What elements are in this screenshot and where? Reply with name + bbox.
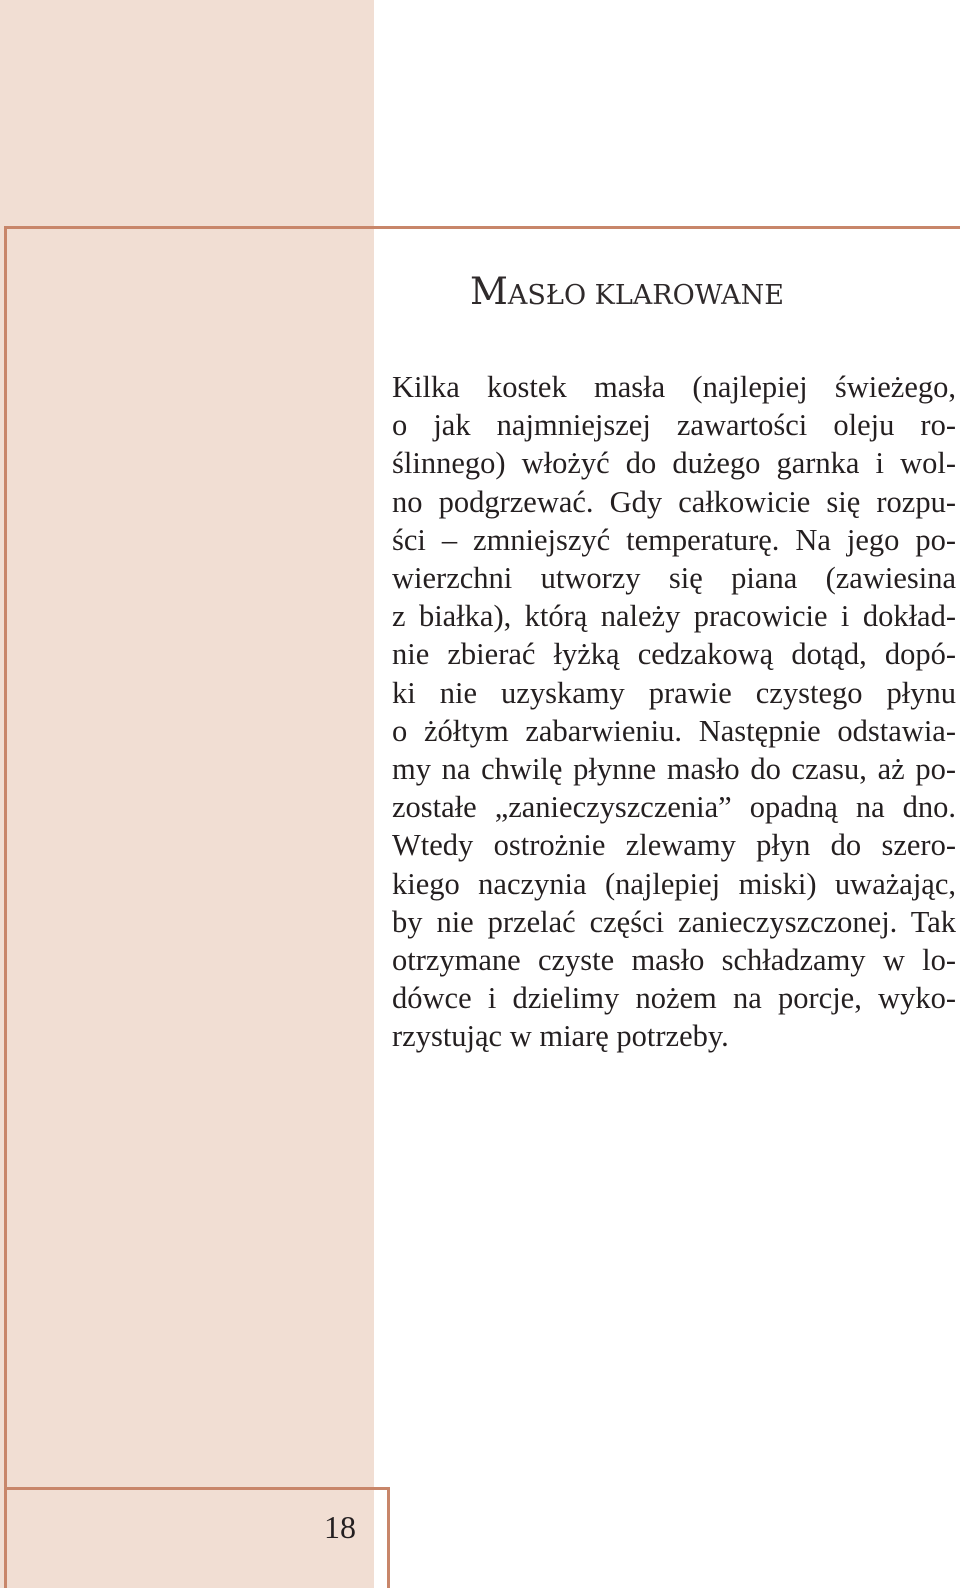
text-line: my na chwilę płynne masło do czasu, aż po- [392, 752, 956, 787]
recipe-text [392, 368, 956, 1056]
text-line: kiego naczynia (najlepiej miski) uważając, [392, 866, 956, 901]
text-line: nie zbierać łyżką cedzakową dotąd, dopó- [392, 637, 956, 672]
text-line: no podgrzewać. Gdy całkowicie się rozpu- [392, 484, 956, 519]
side-color-band [0, 0, 374, 1588]
frame-line-top [4, 226, 960, 229]
text-line: o żółtym zabarwieniu. Następnie odstawia- [392, 713, 956, 748]
page-number: 18 [324, 1509, 356, 1545]
text-line: ślinnego) włożyć do dużego garnka i wol- [392, 446, 956, 481]
text-line: dówce i dzielimy nożem na porcje, wyko- [392, 981, 956, 1016]
text-line: Kilka kostek masła (najlepiej świeżego, [392, 370, 956, 404]
text-line: otrzymane czyste masło schładzamy w lo- [392, 943, 956, 978]
text-line: Wtedy ostrożnie zlewamy płyn do szero- [392, 828, 956, 863]
page-number-box-top [4, 1487, 390, 1490]
text-line: by nie przelać części zanieczyszczonej. Tak [392, 904, 956, 939]
text-line: rzystując w miarę potrzeby. [392, 1019, 729, 1054]
frame-line-left [4, 226, 7, 1588]
title-initial: M [470, 270, 508, 313]
text-line: z białka), którą należy pracowicie i dokład- [392, 599, 956, 634]
text-line: wierzchni utworzy się piana (zawiesina [392, 561, 956, 596]
title-rest: ASŁO KLAROWANE [507, 280, 784, 311]
page-number-box-right [387, 1487, 390, 1588]
text-line: zostałe „zanieczyszczenia” opadną na dno. [392, 790, 956, 825]
page-title [470, 268, 784, 320]
text-line: ki nie uzyskamy prawie czystego płynu [392, 675, 956, 710]
text-line: ści – zmniejszyć temperaturę. Na jego po- [392, 522, 956, 557]
text-line: o jak najmniejszej zawartości oleju ro- [392, 408, 956, 443]
